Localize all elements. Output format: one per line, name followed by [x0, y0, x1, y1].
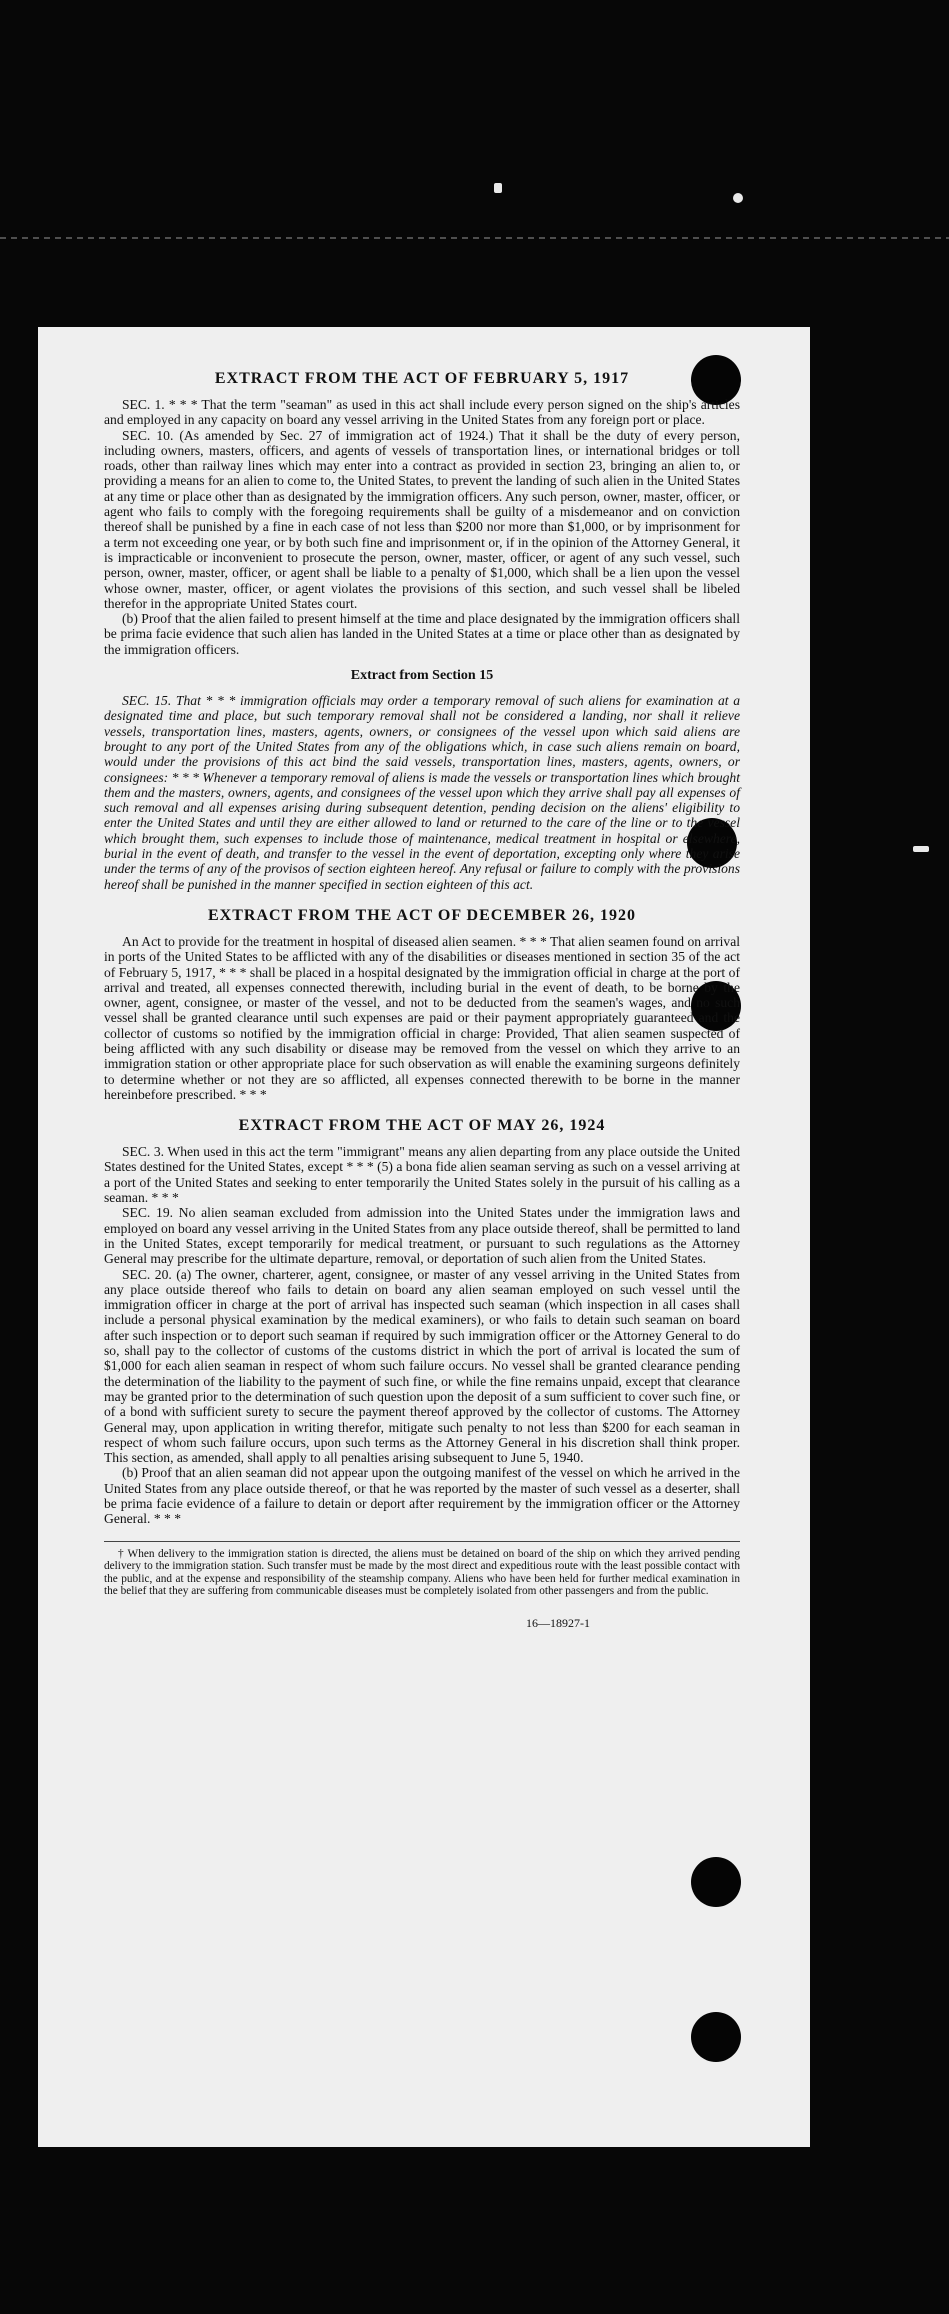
- scan-speck: [733, 193, 743, 203]
- scan-speck: [494, 183, 502, 193]
- document-page: [38, 327, 810, 2147]
- footnote: [104, 1541, 740, 1598]
- heading-act-1920: EXTRACT FROM THE ACT OF DECEMBER 26, 1920: [207, 906, 636, 924]
- punch-hole: [691, 2012, 741, 2062]
- scan-streak: [0, 237, 949, 239]
- heading-act-1924: EXTRACT FROM THE ACT OF MAY 26, 1924: [238, 1117, 606, 1135]
- paragraph-sec10b: (b) Proof that the alien failed to present himself at the time and place designated by the immigration officers shall be prima facie evidence that such alien has landed in the United States at a time or place other than as designated by the immigration officers.: [104, 611, 740, 657]
- paragraph-sec10a: SEC. 10. (As amended by Sec. 27 of immigration act of 1924.) That it shall be the duty of every person, including owners, masters, officers, and agents of vessels of transportation lines, or international bridges or toll roads, other than railway lines which may enter into a contract as provided in section 23, bringing an alien to, or providing a means for an alien to come to, the United States, to prevent the landing of such alien in the United States at any time or place other than as designated by the immigration officers. Any such person, owner, master, officer, or agent who fails to comply with the foregoing requirements shall be guilty of a misdemeanor and on conviction thereof shall be punished by a fine in each case of not less than $200 nor more than $1,000, or by imprisonment for a term not exceeding one year, or by both such fine and imprisonment or, if in the opinion of the Attorney General, it is impracticable or inconvenient to prosecute the person, owner, master, officer, or agent of any such vessel, such person, owner, master, officer, or agent shall be liable to a penalty of $1,000, which shall be a lien upon the vessel whose owner, master, officer, or agent violates the provisions of this section, and such vessel shall be libeled therefor in the appropriate United States court.: [104, 427, 740, 611]
- paragraph-sec1: SEC. 1. * * * That the term "seaman" as used in this act shall include every person signed on the ship's articles and employed in any capacity on board any vessel arriving in the United States from any foreign port or place.: [104, 397, 740, 428]
- paragraph-act-1920: An Act to provide for the treatment in hospital of diseased alien seamen. * * * That alien seamen found on arrival in ports of the United States to be afflicted with any of the disabilities or diseases mentioned in section 35 of the act of February 5, 1917, * * * shall be placed in a hospital designated by the immigration official in charge at the port of arrival and treated, all expenses connected therewith, including burial in the event of death, to be borne by the owner, agent, consignee, or master of the vessel, and not to be deducted from the seamen's wages, and no such vessel shall be granted clearance until such expenses are paid or their payment appropriately guaranteed and the collector of customs so notified by the immigration official in charge: Provided, That alien seamen suspected of being afflicted with any such disability or disease may be removed from the vessel on which they arrive to an immigration station or other appropriate place for such observation as will enable the examining surgeons definitely to determine whether or not they are so afflicted, all expenses connected therewith to be borne in the manner hereinbefore prescribed. * * *: [104, 933, 740, 1102]
- heading-section-15: Extract from Section 15: [350, 668, 494, 684]
- heading-act-1917: EXTRACT FROM THE ACT OF FEBRUARY 5, 1917: [214, 370, 630, 387]
- paragraph-sec15: SEC. 15. That * * * immigration officials may order a temporary removal of such aliens for examination at a designated time and place, but such temporary removal shall not be considered a landing, nor shall it relieve vessels, transportation lines, masters, agents, owners, or consignees of the vessel upon which said aliens are brought to any port of the United States from any of the obligations which, in case such aliens remain on board, would under the provisions of this act bind the said vessels, transportation lines, masters, agents, owners, or consignees: * * * Whenever a temporary removal of aliens is made the vessels or transportation lines which brought them and the masters, owners, agents, and consignees of the vessel upon which they arrive shall pay all expenses of such removal and all expenses arising during subsequent detention, pending decision on the aliens' eligibility to enter the United States and until they are either allowed to land or returned to the care of the line or to the vessel which brought them, such expenses to include those of maintenance, medical treatment in hospital or elsewhere, burial in the event of death, and transfer to the vessel in the event of deportation, excepting only where they arise under the terms of any of the provisos of section eighteen hereof. Any refusal or failure to comply with the provisions hereof shall be punished in the manner specified in section eighteen of this act.: [104, 693, 740, 892]
- paragraph-sec19: SEC. 19. No alien seaman excluded from admission into the United States under the immigration laws and employed on board any vessel arriving in the United States from any place outside thereof, shall be permitted to land in the United States, except temporarily for medical treatment, or pursuant to such regulations as the Attorney General may prescribe for the ultimate departure, removal, or deportation of such alien from the United States.: [104, 1205, 740, 1267]
- paragraph-sec20a: SEC. 20. (a) The owner, charterer, agent, consignee, or master of any vessel arriving in the United States from any place outside thereof who fails to detain on board any alien seaman employed on such vessel until the immigration officer in charge at the port of arrival has inspected such seaman (which inspection in all cases shall include a personal physical examination by the medical examiners), or who fails to detain such seaman on board after such inspection or to deport such seaman if required by such immigration officer or the Attorney General to do so, shall pay to the collector of customs of the customs district in which the port of arrival is located the sum of $1,000 for each alien seaman in respect of whom such failure occurs. No vessel shall be granted clearance pending the determination of the liability to the payment of such fine, or while the fine remains unpaid, except that clearance may be granted prior to the determination of such question upon the deposit of a sum sufficient to cover such fine, or of a bond with sufficient surety to secure the payment thereof approved by the collector of customs. The Attorney General may, upon application in writing therefor, mitigate such penalty to not less than $200 for each seaman in respect of whom such failure occurs, upon such terms as the Attorney General in his discretion shall think proper. This section, as amended, shall apply to all penalties arising subsequent to June 5, 1940.: [104, 1266, 740, 1466]
- document-text: [104, 369, 740, 1631]
- paragraph-sec20b: (b) Proof that an alien seaman did not appear upon the outgoing manifest of the vessel on which he arrived in the United States from any place outside thereof, or that he was reported by the master of such vessel as a deserter, shall be prima facie evidence of a failure to detain or deport after requirement by the immigration officer or the Attorney General. * * *: [104, 1465, 740, 1527]
- paragraph-sec3: SEC. 3. When used in this act the term "immigrant" means any alien departing from any place outside the United States destined for the United States, except * * * (5) a bona fide alien seaman serving as such on a vessel arriving at a port of the United States and seeking to enter temporarily the United States solely in the pursuit of his calling as a seaman. * * *: [104, 1144, 740, 1206]
- form-number: 16—18927-1: [526, 1615, 590, 1630]
- scan-speck: [913, 846, 929, 852]
- footnote-text: † When delivery to the immigration station is directed, the aliens must be detained on board of the ship on which they arrived pending delivery to the immigration station. Such transfer must be made by the most direct and expeditious route with the least possible contact with the public, and at the expense and responsibility of the steamship company. Aliens who have been held for further medical examination in the belief that they are suffering from communicable diseases must be completely isolated from other passengers and from the public.: [104, 1547, 740, 1598]
- punch-hole: [691, 1857, 741, 1907]
